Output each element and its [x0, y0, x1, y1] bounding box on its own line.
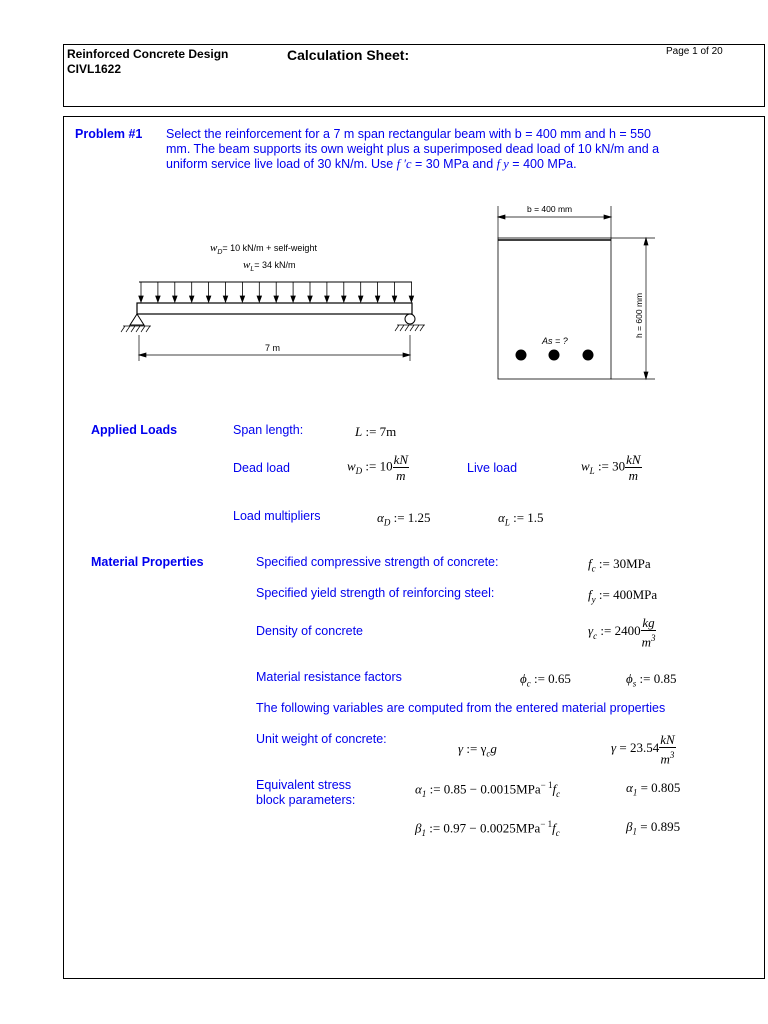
load-multipliers-label: Load multipliers	[233, 509, 321, 523]
gamma-result: γ = 23.54 $\frac{kN}{m^3}$	[611, 732, 675, 767]
live-unit-den: m	[628, 468, 639, 483]
load-arrow-head	[274, 296, 278, 302]
span-eq-rhs: := 7m	[365, 424, 397, 439]
unit-weight-label: Unit weight of concrete:	[256, 732, 387, 746]
course-title: Reinforced Concrete Design	[67, 47, 229, 61]
gamma-definition: γ := $\gamma_cg$	[458, 741, 497, 759]
b-label: b = 400 mm	[527, 204, 573, 214]
stress-label-1: Equivalent stress	[256, 778, 352, 792]
alpha-l-val: := 1.5	[513, 510, 544, 525]
fy-label: Specified yield strength of reinforcing steel:	[256, 586, 495, 600]
span-label: 7 m	[265, 343, 281, 353]
h-label: h = 600 mm	[634, 292, 644, 338]
wd-label: $w_D= 10$ kN/m + self-weight	[210, 242, 317, 256]
beam-diagram	[115, 235, 445, 370]
fc-symbol: f ′c	[396, 157, 412, 171]
beta1-def: := 0.97 − 0.0025MPa	[429, 820, 541, 836]
dead-sub: D	[355, 466, 363, 477]
beta1-definition: $\beta_1$ := $0.97 - 0.0025MPa^{- 1}f_c$	[415, 819, 560, 838]
load-arrow-head	[308, 296, 312, 302]
problem-text	[166, 127, 726, 172]
load-arrow-head	[392, 296, 396, 302]
dead-load-label: Dead load	[233, 461, 290, 475]
material-heading: Material Properties	[91, 555, 204, 569]
dead-unit-den: m	[396, 468, 406, 483]
fy-equation: $f_y$ := 400MPa	[588, 587, 658, 605]
problem-line-2: mm. The beam supports its own weight plus a superimposed dead load of 10 kN/m and a	[166, 142, 660, 156]
course-code: CIVL1622	[67, 62, 122, 76]
dead-sym: w	[347, 458, 356, 474]
fc-eq-val: := 30MPa	[598, 556, 651, 571]
rebar-1	[516, 350, 527, 361]
computed-note: The following variables are computed from the entered material properties	[256, 701, 666, 715]
problem-line-3	[166, 157, 726, 172]
rebar-2	[549, 350, 560, 361]
beta1-result-val: = 0.895	[640, 819, 681, 834]
load-arrow-head	[240, 296, 244, 302]
load-arrow-head	[359, 296, 363, 302]
page-number: Page 1 of 20	[666, 46, 723, 57]
problem-label: Problem #1	[75, 127, 143, 141]
pin-support	[130, 314, 144, 325]
fy-eq-val: := 400MPa	[598, 587, 658, 602]
fc-label: Specified compressive strength of concrete:	[256, 555, 499, 569]
load-arrow-head	[257, 296, 261, 302]
load-arrow-head	[190, 296, 194, 302]
fc-value: = 30 MPa and	[411, 157, 497, 171]
fy-symbol: f y	[496, 157, 509, 171]
gamma-unit-num: kN	[660, 732, 675, 747]
alpha1-def: := 0.85 − 0.0015MPa	[429, 781, 541, 797]
gamma-unit-den: $m^3$	[660, 750, 675, 767]
phi-c-val: := 0.65	[533, 671, 571, 686]
live-unit-num: kN	[626, 452, 641, 467]
load-arrow-head	[173, 296, 177, 302]
span-length-label: Span length:	[233, 423, 304, 437]
gamma-result-val: = 23.54	[619, 740, 660, 756]
stress-block-label	[256, 778, 355, 808]
live-load-label: Live load	[467, 461, 518, 475]
phi-c-equation: $\phi_c$ := 0.65	[520, 671, 571, 689]
load-arrow-head	[375, 296, 379, 302]
density-unit-den: $m^3$	[641, 633, 656, 650]
phi-s-equation: $\phi_s$ := 0.85	[626, 671, 677, 689]
load-arrow-head	[206, 296, 210, 302]
beam-member	[137, 303, 412, 314]
wl-label: $w_L= 34$ kN/m	[243, 259, 296, 273]
live-val: := 30	[597, 458, 626, 474]
alpha-l-equation: $\alpha_L$ := 1.5	[498, 510, 544, 528]
ground-hatch-left	[121, 326, 151, 332]
density-equation: $\gamma_c$ := 2400 $\frac{kg}{m^3}$	[588, 615, 656, 650]
fc-equation: $f_c$ := 30MPa	[588, 556, 651, 574]
load-arrow-head	[409, 296, 413, 302]
load-arrow-head	[156, 296, 160, 302]
load-arrow-head	[325, 296, 329, 302]
phi-s-val: := 0.85	[639, 671, 677, 686]
as-label: As = ?	[542, 336, 568, 346]
load-arrows	[139, 282, 414, 302]
alpha1-result: $\alpha_1 = 0.805$	[626, 780, 681, 798]
load-arrow-head	[223, 296, 227, 302]
alpha-d-equation: $\alpha_D$ := 1.25	[377, 510, 431, 528]
section-diagram	[490, 198, 665, 388]
load-arrow-head	[139, 296, 143, 302]
fy-value: = 400 MPa.	[508, 157, 577, 171]
density-label: Density of concrete	[256, 624, 363, 638]
alpha-l-sub: L	[504, 517, 510, 528]
problem-line-3a: uniform service live load of 30 kN/m. Use	[166, 157, 397, 171]
beta1-result: $\beta_1 = 0.895$	[626, 819, 681, 837]
span-eq-lhs: L	[355, 424, 363, 439]
live-sub: L	[589, 466, 595, 477]
resistance-factors-label: Material resistance factors	[256, 670, 402, 684]
load-arrow-head	[291, 296, 295, 302]
alpha1-result-val: = 0.805	[640, 780, 681, 795]
density-val: := 2400	[600, 623, 641, 639]
applied-loads-heading: Applied Loads	[91, 423, 178, 437]
stress-label-2: block parameters:	[256, 793, 356, 807]
alpha-d-val: := 1.25	[393, 510, 431, 525]
live-sym: w	[581, 458, 590, 474]
sheet-title: Calculation Sheet:	[287, 47, 410, 63]
alpha1-definition: $\alpha_1$ := $0.85 - 0.0015MPa^{- 1}f_c$	[415, 780, 561, 799]
problem-line-1: Select the reinforcement for a 7 m span rectangular beam with b = 400 mm and h = 550	[166, 127, 651, 141]
dead-unit-num: kN	[393, 452, 409, 467]
alpha-d-sub: D	[383, 517, 391, 528]
rebar-3	[583, 350, 594, 361]
span-equation	[355, 424, 396, 440]
roller-support	[405, 314, 415, 324]
ground-hatch-right	[395, 325, 425, 331]
gamma-def: := γ	[466, 741, 487, 756]
live-load-equation	[581, 452, 642, 483]
dead-load-equation	[347, 452, 409, 483]
density-unit-num: kg	[642, 615, 655, 630]
dead-val: := 10	[365, 458, 393, 474]
load-arrow-head	[342, 296, 346, 302]
